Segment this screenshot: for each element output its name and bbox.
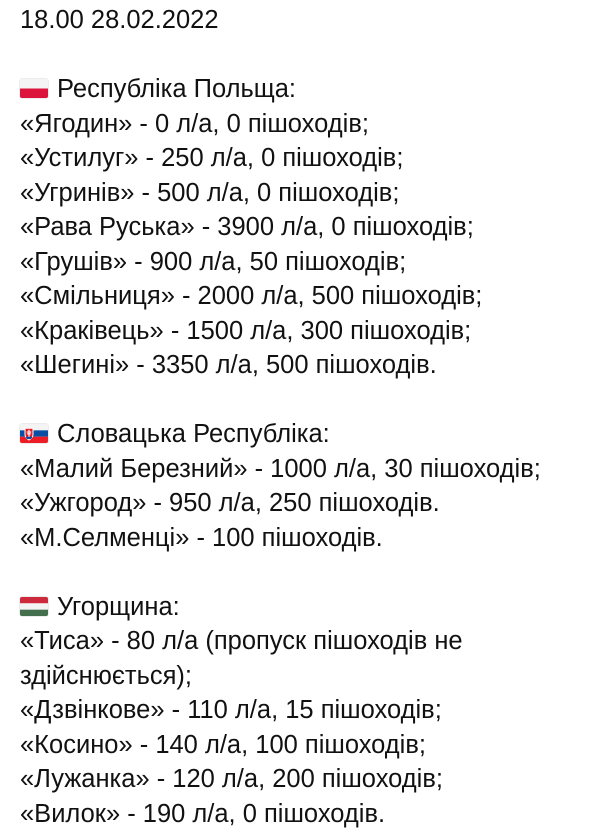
list-item: «Угринів» - 500 л/а, 0 пішоходів; [20, 178, 400, 207]
spacer [20, 38, 598, 73]
list-item: «Ужгород» - 950 л/а, 250 пішоходів. [20, 489, 440, 517]
section-title-text: Угорщина: [57, 592, 180, 621]
section-title-hungary [20, 590, 598, 625]
list-item: «Смільниця» - 2000 л/а, 500 пішоходів; [20, 282, 483, 310]
list-item: «Шегині» - 3350 л/а, 500 пішоходів. [20, 351, 437, 379]
timestamp: 18.00 28.02.2022 [20, 6, 219, 34]
list-item: «Малий Березний» - 1000 л/а, 30 пішоходів; [20, 454, 541, 483]
list-item: «М.Селменці» - 100 пішоходів. [20, 523, 383, 552]
slovakia-flag-icon [20, 424, 48, 443]
list-item: «Рава Руська» - 3900 л/а, 0 пішоходів; [20, 213, 474, 241]
list-item: «Устилуг» - 250 л/а, 0 пішоходів; [20, 144, 404, 172]
section-title-poland [20, 72, 598, 107]
section-title-text: Республіка Польща: [57, 75, 297, 103]
section-title-text: Словацька Республіка: [57, 420, 330, 448]
list-item: «Лужанка» - 120 л/а, 200 пішоходів; [20, 765, 443, 793]
list-item: «Грушів» - 900 л/а, 50 пішоходів; [20, 247, 407, 276]
section-title-slovakia [20, 417, 598, 452]
poland-flag-icon [20, 79, 48, 98]
list-item: «Косино» - 140 л/а, 100 пішоходів; [20, 730, 426, 759]
list-item: «Вилок» - 190 л/а, 0 пішоходів. [20, 799, 386, 828]
message-body [20, 3, 598, 831]
list-item: «Дзвінкове» - 110 л/а, 15 пішоходів; [20, 696, 442, 724]
list-item: «Ягодин» - 0 л/а, 0 пішоходів; [20, 109, 369, 138]
spacer [20, 383, 598, 418]
spacer [20, 555, 598, 590]
hungary-flag-icon [20, 597, 48, 616]
list-item: «Тиса» - 80 л/а (пропуск пішоходів не здійснюється); [20, 627, 463, 690]
list-item: «Краківець» - 1500 л/а, 300 пішоходів; [20, 316, 472, 345]
